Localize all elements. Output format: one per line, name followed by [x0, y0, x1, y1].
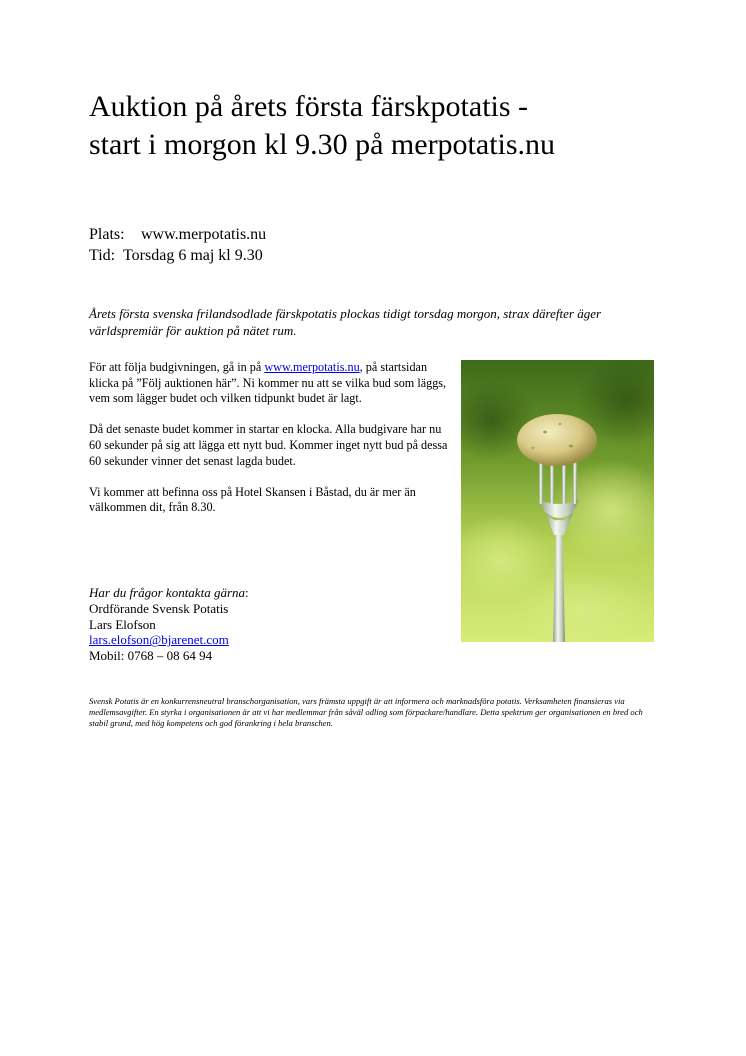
merpotatis-link[interactable]: www.merpotatis.nu [264, 360, 360, 374]
photo-illustration [461, 360, 654, 642]
contact-block [89, 585, 449, 664]
contact-heading-colon: : [245, 585, 249, 600]
intro-paragraph: Årets första svenska frilandsodlade färskpotatis plockas tidigt torsdag morgon, strax därefter äger världspremiär för auktion på nätet rum. [89, 306, 602, 338]
contact-name: Lars Elofson [89, 616, 156, 632]
tid-value: Torsdag 6 maj kl 9.30 [123, 247, 263, 264]
body-paragraph-1 [89, 360, 454, 407]
p1-before: För att följa budgivningen, gå in på [89, 360, 265, 374]
tid-label: Tid: [89, 247, 116, 264]
p1-after: , på startsidan klicka på ”Följ auktionen här”. Ni kommer nu att se vilka bud som läggs, vem som lägger budet och vilken tidpunkt budet är lagt. [89, 360, 447, 406]
title-line-2: start i morgon kl 9.30 på merpotatis.nu [89, 128, 556, 161]
plats-label: Plats: [89, 226, 125, 243]
potato-on-fork-photo [461, 360, 654, 642]
contact-heading: Har du frågor kontakta gärna [89, 585, 245, 600]
title-line-1: Auktion på årets första färskpotatis - [89, 90, 529, 123]
body-paragraph-3: Vi kommer att befinna oss på Hotel Skansen i Båstad, du är mer än välkommen dit, från 8.30. [89, 484, 416, 515]
tid-row [89, 245, 266, 266]
body-text [89, 360, 454, 532]
organisation-footer: Svensk Potatis är en konkurrensneutral branschorganisation, vars främsta uppgift är att informera och marknadsföra potatis. Verksamheten finansieras via medlemsavgifter. En styrka i organisationen är att vi har medlemmar från såväl odling som förpackare/handlare. Detta spektrum ger organisationen en bred och stabil grund, med hög kompetens och god förankring i hela branschen. [89, 696, 643, 729]
contact-heading-row [89, 585, 449, 601]
plats-value: www.merpotatis.nu [141, 226, 267, 243]
press-release-title [89, 88, 689, 164]
event-details [89, 224, 266, 266]
contact-phone: Mobil: 0768 – 08 64 94 [89, 648, 213, 664]
body-paragraph-2: Då det senaste budet kommer in startar en klocka. Alla budgivare har nu 60 sekunder på sig att lägga ett nytt bud. Kommer inget nytt bud på dessa 60 sekunder vinner det senast lagda budet. [89, 422, 448, 468]
contact-role: Ordförande Svensk Potatis [89, 600, 229, 616]
plats-row [89, 224, 266, 245]
contact-email-link[interactable]: lars.elofson@bjarenet.com [89, 632, 229, 648]
